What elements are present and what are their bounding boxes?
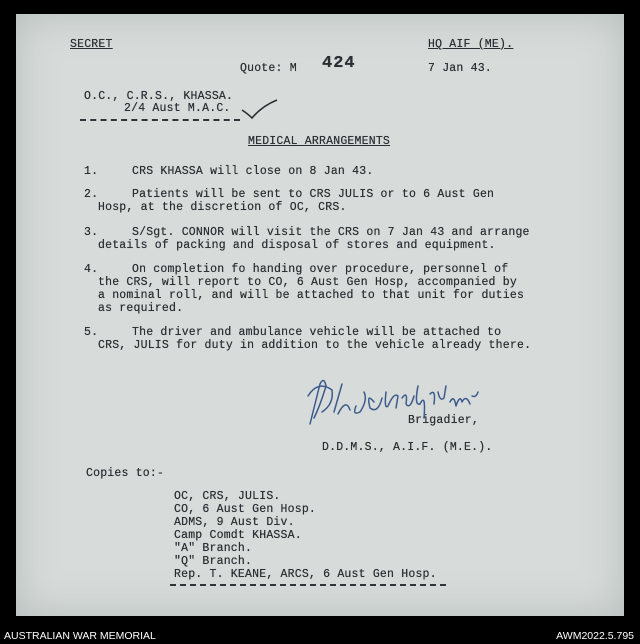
accession-number: AWM2022.5.795 (556, 630, 634, 642)
document-title: MEDICAL ARRANGEMENTS (248, 135, 391, 148)
copy-recipient: ADMS, 9 Aust Div. (174, 516, 295, 529)
addressee-rule (80, 119, 240, 121)
archive-credit: AUSTRALIAN WAR MEMORIAL (4, 630, 156, 642)
paragraph-line: CRS, JULIS for duty in addition to the vehicle already there. (98, 339, 532, 352)
paragraph-line: the CRS, will report to CO, 6 Aust Gen Hosp, accompanied by (98, 276, 517, 289)
paragraph-number: 3. (84, 226, 99, 239)
paragraph-number: 4. (84, 263, 99, 276)
paragraph-line: The driver and ambulance vehicle will be attached to (132, 326, 502, 339)
paragraph-line: details of packing and disposal of stores and equipment. (98, 239, 496, 252)
copies-label: Copies to:- (86, 467, 165, 480)
paragraph-line: S/Sgt. CONNOR will visit the CRS on 7 Jan 43 and arrange (132, 226, 530, 239)
paragraph-line: Patients will be sent to CRS JULIS or to 6 Aust Gen (132, 188, 495, 201)
copies-rule (170, 584, 446, 586)
addressee-line-2: 2/4 Aust M.A.C. (124, 102, 231, 115)
addressee-line-1: O.C., C.R.S., KHASSA. (84, 90, 234, 103)
paragraph-line: On completion fo handing over procedure, personnel of (132, 263, 509, 276)
paragraph-number: 1. (84, 165, 99, 178)
paragraph-line: a nominal roll, and will be attached to that unit for duties (98, 289, 525, 302)
quote-label: Quote: M (240, 62, 297, 75)
headquarters-heading: HQ AIF (ME). (428, 38, 514, 51)
check-mark-icon (240, 98, 280, 122)
paragraph-line: CRS KHASSA will close on 8 Jan 43. (132, 165, 374, 178)
signatory-office: D.D.M.S., A.I.F. (M.E.). (322, 441, 493, 454)
copy-recipient: "Q" Branch. (174, 555, 253, 568)
security-classification: SECRET (70, 38, 113, 51)
paragraph-number: 5. (84, 326, 99, 339)
copy-recipient: OC, CRS, JULIS. (174, 490, 281, 503)
copy-recipient: Camp Comdt KHASSA. (174, 529, 302, 542)
copy-recipient: CO, 6 Aust Gen Hosp. (174, 503, 317, 516)
signatory-rank: Brigadier, (408, 414, 480, 427)
paragraph-line: as required. (98, 302, 184, 315)
quote-number: 424 (322, 54, 356, 73)
copy-recipient: "A" Branch. (174, 542, 253, 555)
document-date: 7 Jan 43. (428, 62, 492, 75)
copy-recipient: Rep. T. KEANE, ARCS, 6 Aust Gen Hosp. (174, 568, 437, 581)
paragraph-line: Hosp, at the discretion of OC, CRS. (98, 201, 347, 214)
paragraph-number: 2. (84, 188, 99, 201)
